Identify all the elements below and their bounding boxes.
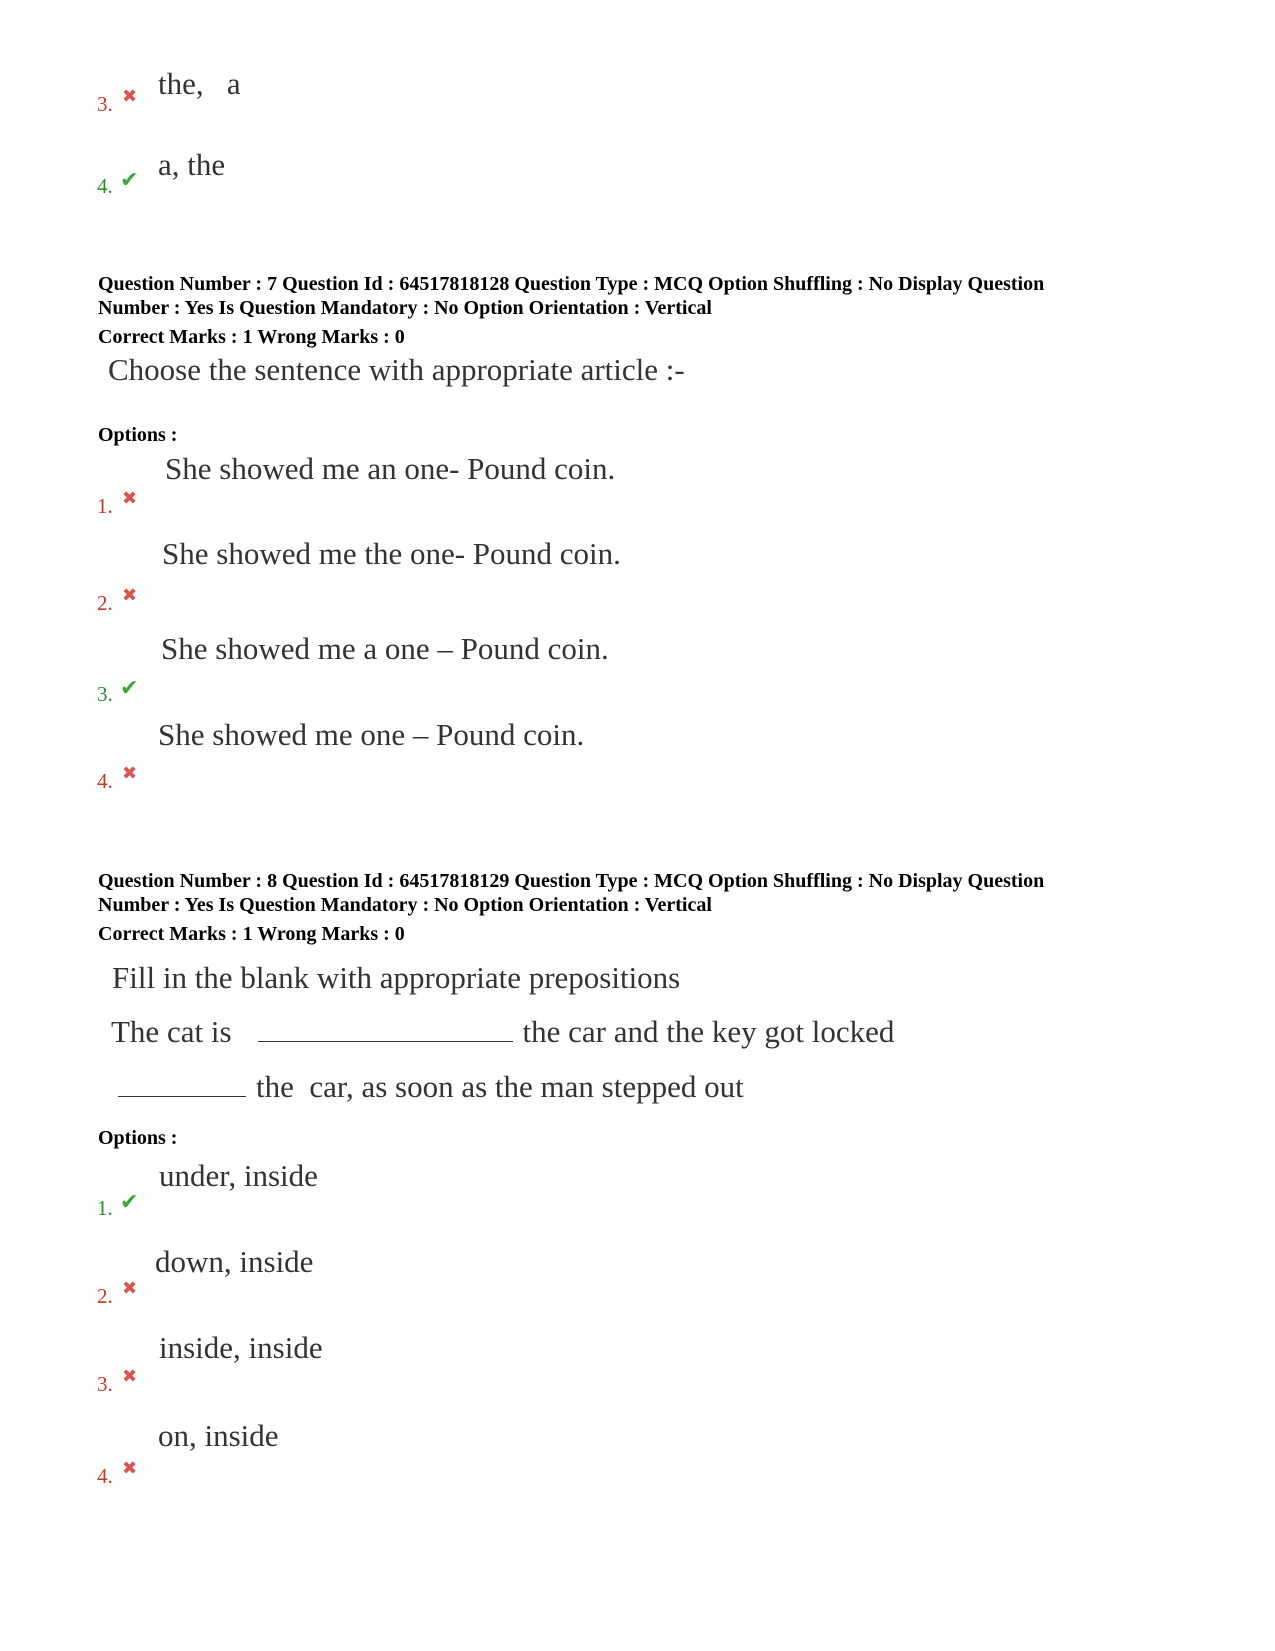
cross-icon: ✖	[122, 763, 138, 784]
option-text: under, inside	[159, 1158, 318, 1193]
option-text: a, the	[158, 147, 226, 182]
cross-icon: ✖	[122, 1278, 138, 1299]
question-fragment: the car, as soon as the man stepped out	[256, 1069, 744, 1104]
option-number: 2.	[97, 591, 113, 615]
option-number: 1.	[97, 494, 113, 518]
cross-icon: ✖	[122, 585, 138, 606]
option-text: inside, inside	[159, 1330, 323, 1365]
option-text: She showed me a one – Pound coin.	[161, 631, 609, 666]
options-label: Options :	[98, 424, 178, 446]
question-fragment: The cat is	[111, 1014, 232, 1049]
option-text: She showed me an one- Pound coin.	[165, 451, 616, 486]
check-icon: ✔	[120, 1190, 139, 1215]
cross-icon: ✖	[122, 488, 138, 509]
option-number: 2.	[97, 1284, 113, 1308]
option-number: 1.	[97, 1196, 113, 1220]
option-number: 4.	[97, 1464, 113, 1488]
question-meta	[98, 272, 1198, 320]
question-text	[111, 1014, 894, 1050]
options-label: Options :	[98, 1127, 178, 1149]
question-text	[118, 1069, 744, 1105]
option-number: 3.	[97, 92, 113, 116]
option-number: 4.	[97, 174, 113, 198]
cross-icon: ✖	[122, 1366, 138, 1387]
question-meta	[98, 869, 1198, 917]
option-text: She showed me one – Pound coin.	[158, 717, 585, 752]
question-meta-line: Number : Yes Is Question Mandatory : No Option Orientation : Vertical	[98, 297, 712, 319]
question-text: Choose the sentence with appropriate article :-	[108, 352, 685, 387]
question-fragment: the car and the key got locked	[522, 1014, 895, 1049]
blank-line	[118, 1095, 246, 1097]
question-meta-line: Question Number : 7 Question Id : 64517818128 Question Type : MCQ Option Shuffling : No Display Question	[98, 273, 1045, 295]
question-meta-line: Question Number : 8 Question Id : 64517818129 Question Type : MCQ Option Shuffling : No Display Question	[98, 870, 1045, 892]
option-number: 4.	[97, 769, 113, 793]
marks-info: Correct Marks : 1 Wrong Marks : 0	[98, 923, 405, 945]
option-number: 3.	[97, 1372, 113, 1396]
question-meta-line: Number : Yes Is Question Mandatory : No Option Orientation : Vertical	[98, 894, 712, 916]
cross-icon: ✖	[122, 86, 138, 107]
check-icon: ✔	[120, 676, 139, 701]
question-text: Fill in the blank with appropriate prepositions	[112, 960, 681, 995]
option-text: the, a	[158, 66, 241, 101]
marks-info: Correct Marks : 1 Wrong Marks : 0	[98, 326, 405, 348]
option-number: 3.	[97, 682, 113, 706]
option-text: on, inside	[158, 1418, 279, 1453]
option-text: down, inside	[155, 1244, 314, 1279]
cross-icon: ✖	[122, 1458, 138, 1479]
option-text: She showed me the one- Pound coin.	[162, 536, 621, 571]
blank-line	[258, 1040, 513, 1042]
check-icon: ✔	[120, 168, 139, 193]
